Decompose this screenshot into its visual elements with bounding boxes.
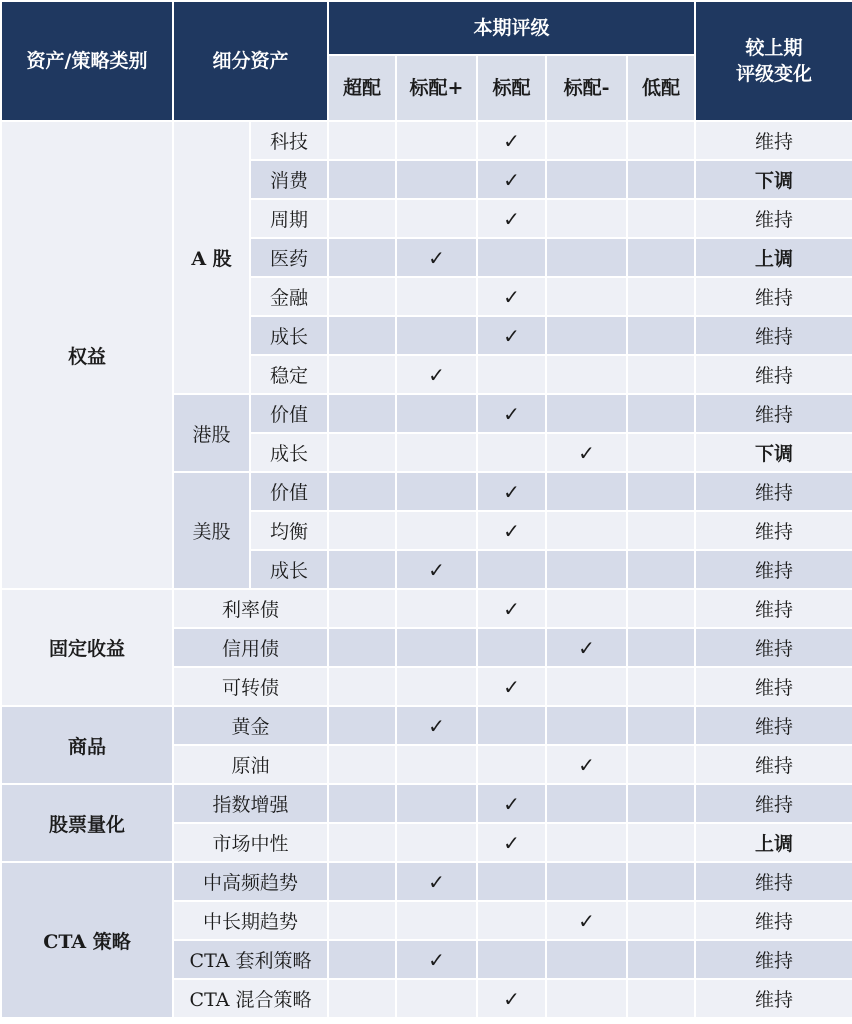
check-mark-icon: ✓ [503,128,520,153]
category-cell: 固定收益 [1,589,173,706]
check-mark-icon: ✓ [428,557,445,582]
rating-cell [396,121,477,160]
rating-cell [328,628,396,667]
rating-change-cell: 维持 [695,199,852,238]
rating-cell [627,277,695,316]
table-body [1,121,852,1018]
rating-change-cell: 下调 [695,433,852,472]
rating-cell [396,316,477,355]
rating-cell [328,667,396,706]
rating-cell [477,121,546,160]
rating-cell [328,862,396,901]
check-mark-icon: ✓ [503,401,520,426]
check-mark-icon: ✓ [428,947,445,972]
rating-cell [627,667,695,706]
category-cell: CTA 策略 [1,862,173,1018]
rating-cell [546,355,627,394]
rating-cell [546,316,627,355]
rating-cell [627,199,695,238]
rating-cell [396,199,477,238]
rating-cell [477,199,546,238]
rating-cell [546,394,627,433]
rating-cell [328,160,396,199]
rating-change-cell: 维持 [695,784,852,823]
rating-change-cell: 维持 [695,901,852,940]
rating-cell [477,511,546,550]
rating-cell [396,628,477,667]
header-rating-neutral-minus: 标配- [546,55,627,121]
sub-asset-cell: 中高频趋势 [173,862,328,901]
rating-cell [627,472,695,511]
sub-asset-cell: 成长 [250,316,328,355]
rating-cell [396,823,477,862]
category-cell: 股票量化 [1,784,173,862]
rating-change-cell: 维持 [695,355,852,394]
rating-cell [328,238,396,277]
rating-cell [328,901,396,940]
sub-asset-cell: 利率债 [173,589,328,628]
rating-cell [546,160,627,199]
sub-asset-cell: CTA 套利策略 [173,940,328,979]
rating-cell [328,277,396,316]
rating-change-cell: 维持 [695,667,852,706]
rating-cell [546,628,627,667]
rating-cell [328,940,396,979]
rating-cell [627,355,695,394]
check-mark-icon: ✓ [503,596,520,621]
rating-cell [477,394,546,433]
sub-asset-cell: 黄金 [173,706,328,745]
rating-cell [328,979,396,1018]
rating-cell [396,706,477,745]
rating-cell [328,511,396,550]
rating-cell [546,511,627,550]
rating-cell [396,784,477,823]
rating-change-cell: 维持 [695,589,852,628]
check-mark-icon: ✓ [503,674,520,699]
rating-cell [627,745,695,784]
rating-cell [477,433,546,472]
rating-cell [477,472,546,511]
rating-cell [546,706,627,745]
check-mark-icon: ✓ [503,479,520,504]
rating-cell [396,901,477,940]
rating-change-cell: 维持 [695,472,852,511]
rating-cell [477,238,546,277]
rating-cell [627,121,695,160]
rating-cell [546,550,627,589]
sub-asset-cell: 市场中性 [173,823,328,862]
sub-asset-cell: 中长期趋势 [173,901,328,940]
header-rating-underweight: 低配 [627,55,695,121]
sub-asset-cell: 信用债 [173,628,328,667]
rating-cell [627,628,695,667]
rating-cell [328,550,396,589]
check-mark-icon: ✓ [578,440,595,465]
rating-cell [627,706,695,745]
sub-asset-cell: 可转债 [173,667,328,706]
rating-cell [396,940,477,979]
table-row [1,706,852,745]
rating-cell [546,472,627,511]
table-row [1,862,852,901]
rating-change-cell: 维持 [695,745,852,784]
rating-cell [396,550,477,589]
sub-asset-cell: 医药 [250,238,328,277]
rating-cell [477,160,546,199]
header-sub-asset: 细分资产 [173,1,328,121]
check-mark-icon: ✓ [428,869,445,894]
check-mark-icon: ✓ [428,362,445,387]
rating-cell [396,745,477,784]
rating-cell [477,355,546,394]
table-row [1,121,852,160]
rating-cell [328,784,396,823]
check-mark-icon: ✓ [428,713,445,738]
sub-asset-cell: 金融 [250,277,328,316]
rating-cell [546,199,627,238]
rating-cell [477,823,546,862]
rating-cell [546,862,627,901]
table-row [1,784,852,823]
rating-cell [627,238,695,277]
check-mark-icon: ✓ [503,206,520,231]
rating-cell [328,472,396,511]
sub-asset-cell: 价值 [250,394,328,433]
rating-cell [546,745,627,784]
rating-cell [396,511,477,550]
rating-cell [627,901,695,940]
rating-cell [627,940,695,979]
sub-asset-cell: 周期 [250,199,328,238]
check-mark-icon: ✓ [578,752,595,777]
rating-cell [546,901,627,940]
rating-cell [477,277,546,316]
rating-cell [627,823,695,862]
header-rating-group: 本期评级 [328,1,695,55]
rating-cell [627,979,695,1018]
rating-cell [627,160,695,199]
sub-asset-cell: CTA 混合策略 [173,979,328,1018]
market-group-cell: A 股 [173,121,250,394]
rating-cell [396,667,477,706]
rating-cell [546,940,627,979]
sub-asset-cell: 消费 [250,160,328,199]
rating-cell [627,394,695,433]
rating-cell [477,316,546,355]
rating-cell [396,472,477,511]
check-mark-icon: ✓ [503,323,520,348]
sub-asset-cell: 成长 [250,550,328,589]
rating-cell [477,745,546,784]
rating-cell [477,862,546,901]
check-mark-icon: ✓ [503,167,520,192]
rating-cell [396,862,477,901]
rating-change-cell: 维持 [695,706,852,745]
category-cell: 权益 [1,121,173,589]
sub-asset-cell: 价值 [250,472,328,511]
header-category: 资产/策略类别 [1,1,173,121]
rating-cell [396,394,477,433]
rating-cell [328,589,396,628]
rating-cell [477,550,546,589]
rating-cell [477,628,546,667]
sub-asset-cell: 成长 [250,433,328,472]
rating-change-cell: 维持 [695,394,852,433]
rating-cell [627,316,695,355]
rating-change-cell: 维持 [695,940,852,979]
rating-cell [546,277,627,316]
rating-cell [477,784,546,823]
rating-cell [627,589,695,628]
rating-cell [477,940,546,979]
rating-cell [627,784,695,823]
sub-asset-cell: 科技 [250,121,328,160]
rating-cell [328,199,396,238]
rating-cell [396,160,477,199]
header-change: 较上期 评级变化 [695,1,852,121]
rating-cell [328,706,396,745]
table-header [1,1,852,121]
rating-cell [477,667,546,706]
table-row [1,589,852,628]
header-rating-neutral: 标配 [477,55,546,121]
rating-cell [328,433,396,472]
check-mark-icon: ✓ [578,635,595,660]
rating-cell [546,784,627,823]
rating-change-cell: 维持 [695,316,852,355]
rating-cell [627,550,695,589]
rating-change-cell: 维持 [695,862,852,901]
rating-cell [396,355,477,394]
rating-change-cell: 维持 [695,277,852,316]
check-mark-icon: ✓ [578,908,595,933]
sub-asset-cell: 原油 [173,745,328,784]
check-mark-icon: ✓ [428,245,445,270]
market-group-cell: 美股 [173,472,250,589]
rating-cell [328,355,396,394]
check-mark-icon: ✓ [503,986,520,1011]
rating-cell [328,745,396,784]
rating-cell [396,589,477,628]
rating-cell [477,706,546,745]
rating-change-cell: 维持 [695,511,852,550]
rating-cell [546,433,627,472]
rating-cell [546,667,627,706]
rating-cell [627,862,695,901]
rating-change-cell: 维持 [695,550,852,589]
rating-cell [396,277,477,316]
rating-change-cell: 维持 [695,979,852,1018]
rating-cell [546,121,627,160]
rating-cell [396,238,477,277]
category-cell: 商品 [1,706,173,784]
rating-change-cell: 上调 [695,238,852,277]
rating-change-cell: 维持 [695,628,852,667]
rating-cell [396,979,477,1018]
rating-cell [627,511,695,550]
rating-cell [328,121,396,160]
rating-cell [328,316,396,355]
header-rating-neutral-plus: 标配+ [396,55,477,121]
check-mark-icon: ✓ [503,284,520,309]
rating-cell [477,901,546,940]
rating-cell [546,979,627,1018]
sub-asset-cell: 稳定 [250,355,328,394]
market-group-cell: 港股 [173,394,250,472]
rating-cell [328,823,396,862]
rating-cell [477,979,546,1018]
rating-cell [627,433,695,472]
check-mark-icon: ✓ [503,830,520,855]
header-rating-overweight: 超配 [328,55,396,121]
rating-change-cell: 维持 [695,121,852,160]
rating-change-cell: 上调 [695,823,852,862]
sub-asset-cell: 均衡 [250,511,328,550]
rating-cell [477,589,546,628]
rating-cell [546,238,627,277]
rating-cell [546,589,627,628]
sub-asset-cell: 指数增强 [173,784,328,823]
rating-change-cell: 下调 [695,160,852,199]
check-mark-icon: ✓ [503,518,520,543]
check-mark-icon: ✓ [503,791,520,816]
rating-cell [546,823,627,862]
rating-cell [328,394,396,433]
rating-cell [396,433,477,472]
